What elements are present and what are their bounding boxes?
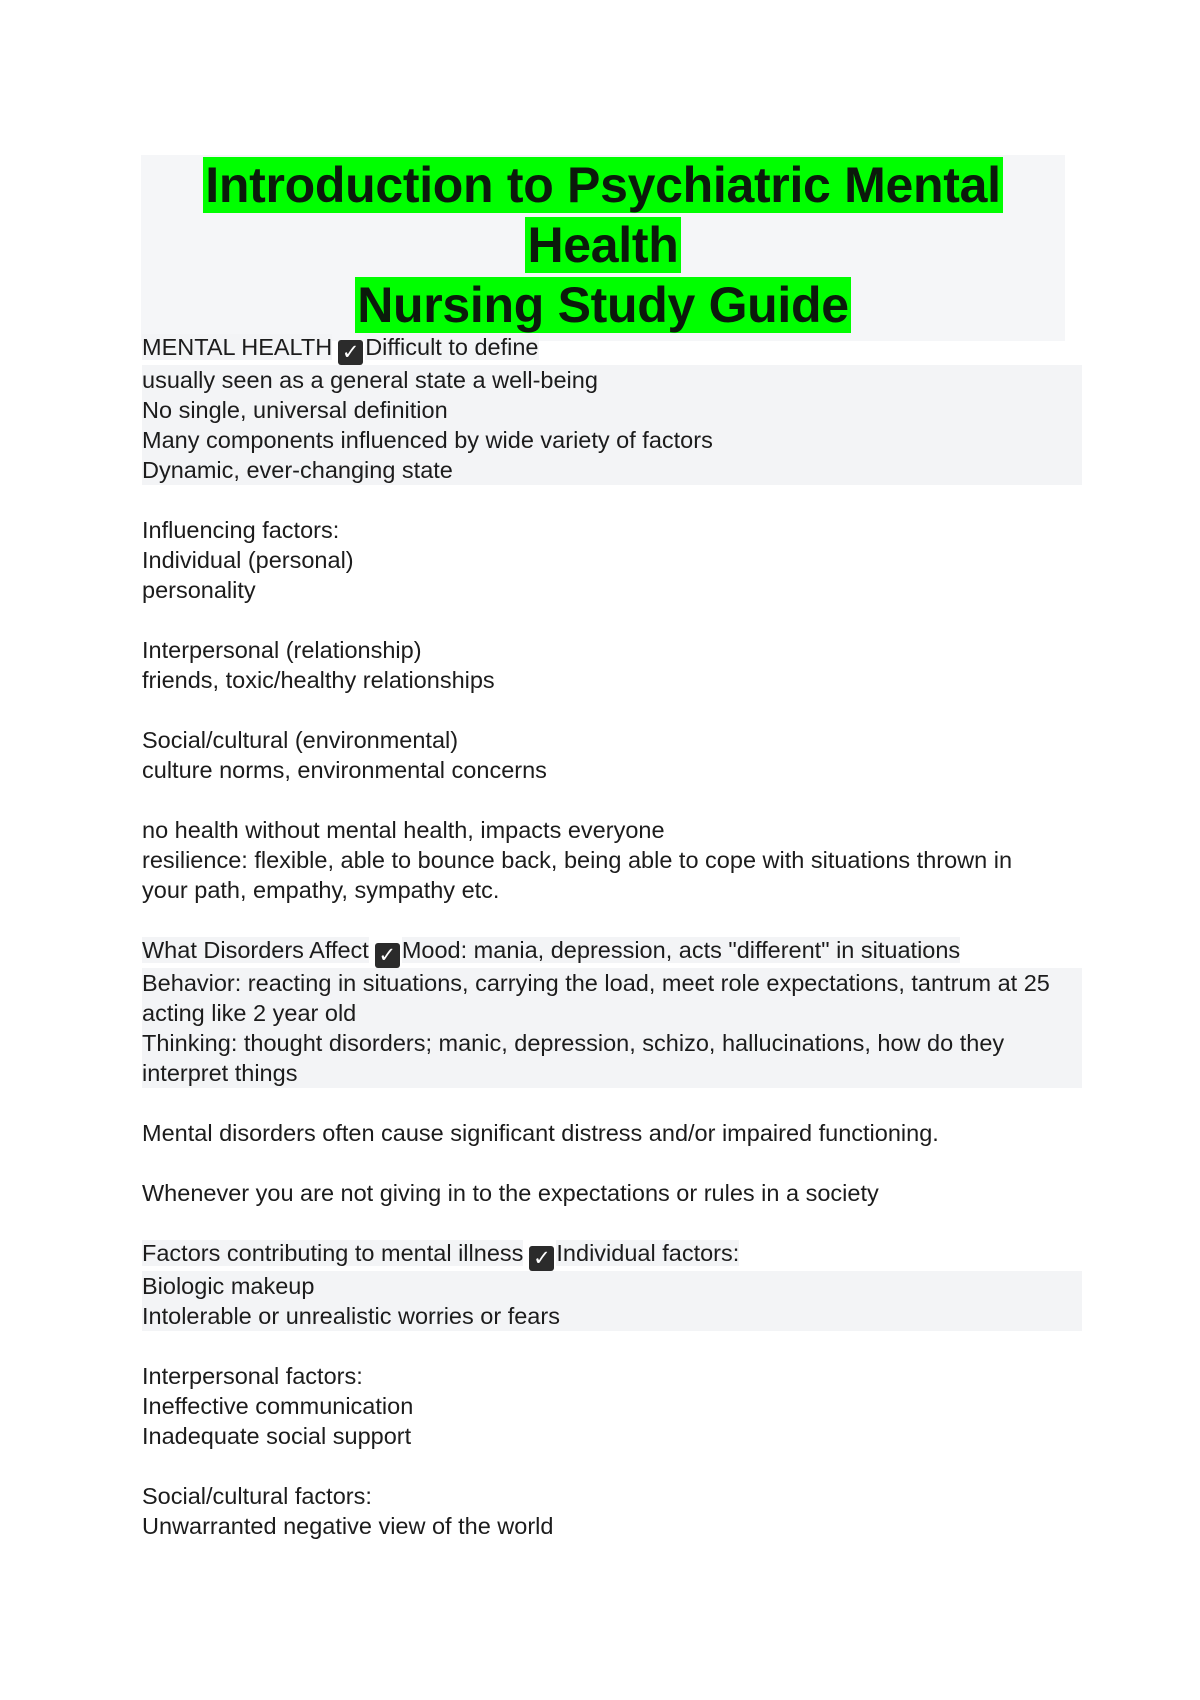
card-answer: Difficult to define: [365, 334, 539, 360]
text-line: friends, toxic/healthy relationships: [142, 667, 495, 693]
card-line: No single, universal definition: [142, 395, 1082, 425]
text-line: Inadequate social support: [142, 1423, 412, 1449]
card-answer: Mood: mania, depression, acts "different" in situations: [401, 937, 961, 963]
text-line: Social/cultural factors:: [142, 1483, 372, 1509]
text-line: culture norms, environmental concerns: [142, 757, 547, 783]
distress-block: [142, 1118, 1082, 1148]
check-box-icon: ✓: [375, 943, 400, 968]
text-line: Interpersonal (relationship): [142, 637, 422, 663]
card-line: acting like 2 year old: [142, 998, 1082, 1028]
interpersonal-factors-block: [142, 1361, 1082, 1451]
influencing-factors-block: [142, 515, 1082, 605]
document-title: [141, 155, 1065, 341]
text-line: Whenever you are not giving in to the expectations or rules in a society: [142, 1180, 879, 1206]
card-term: MENTAL HEALTH: [142, 334, 333, 360]
mental-health-card: [142, 332, 1082, 485]
card-line: Biologic makeup: [142, 1271, 1082, 1301]
card-line: usually seen as a general state a well-being: [142, 365, 1082, 395]
interpersonal-block: [142, 635, 1082, 695]
check-box-icon: ✓: [338, 340, 363, 365]
factors-card: [142, 1238, 1082, 1331]
text-line: resilience: flexible, able to bounce back, being able to cope with situations thrown in: [142, 847, 1013, 873]
text-line: Influencing factors:: [142, 517, 340, 543]
card-line: interpret things: [142, 1058, 1082, 1088]
title-line-1: Introduction to Psychiatric Mental Health: [205, 157, 1001, 273]
card-term: What Disorders Affect: [142, 937, 369, 963]
card-term: Factors contributing to mental illness: [142, 1240, 524, 1266]
disorders-card: [142, 935, 1082, 1088]
text-line: personality: [142, 577, 256, 603]
card-answer: Individual factors:: [556, 1240, 740, 1266]
resilience-block: [142, 815, 1082, 905]
text-line: Social/cultural (environmental): [142, 727, 459, 753]
text-line: Ineffective communication: [142, 1393, 414, 1419]
whenever-block: [142, 1178, 1082, 1208]
text-line: Unwarranted negative view of the world: [142, 1513, 554, 1539]
card-line: Many components influenced by wide variety of factors: [142, 425, 1082, 455]
check-box-icon: ✓: [529, 1246, 554, 1271]
card-line: Intolerable or unrealistic worries or fears: [142, 1301, 1082, 1331]
social-factors-block: [142, 1481, 1082, 1541]
social-cultural-block: [142, 725, 1082, 785]
card-line: Dynamic, ever-changing state: [142, 455, 1082, 485]
document-body: [142, 332, 1082, 1571]
text-line: your path, empathy, sympathy etc.: [142, 877, 500, 903]
text-line: Individual (personal): [142, 547, 354, 573]
text-line: Mental disorders often cause significant distress and/or impaired functioning.: [142, 1120, 939, 1146]
text-line: Interpersonal factors:: [142, 1363, 363, 1389]
title-line-2: Nursing Study Guide: [357, 277, 849, 333]
text-line: no health without mental health, impacts everyone: [142, 817, 665, 843]
card-line: Thinking: thought disorders; manic, depression, schizo, hallucinations, how do they: [142, 1028, 1082, 1058]
card-line: Behavior: reacting in situations, carrying the load, meet role expectations, tantrum at 25: [142, 968, 1082, 998]
